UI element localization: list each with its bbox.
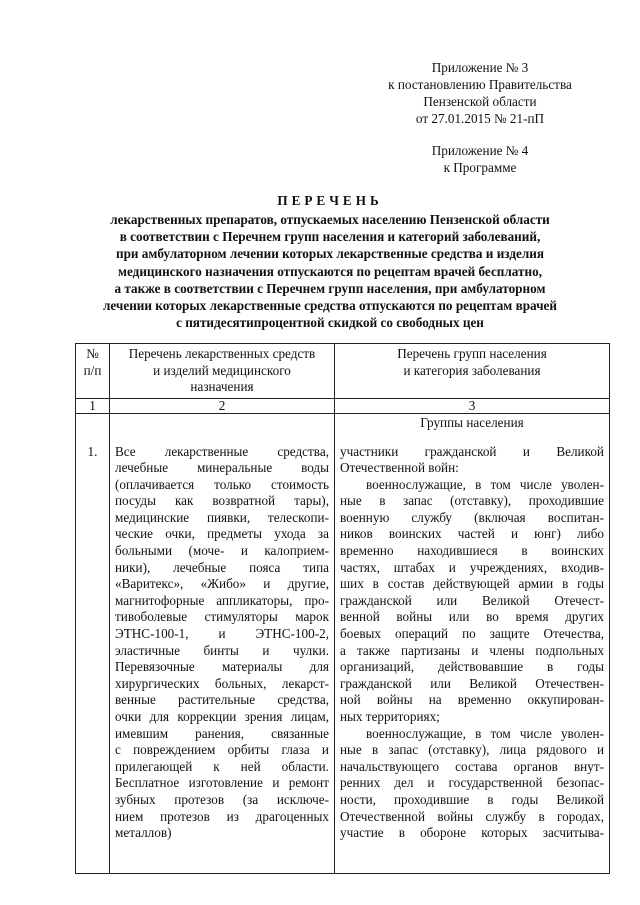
header-text: №: [86, 346, 99, 361]
groups-line: военную службу (включая воспитан-: [340, 509, 604, 525]
drugs-line: ческие очки, предметы ухода за: [115, 526, 329, 542]
document-subtitle: [40, 211, 620, 331]
appendix-4-line: Приложение № 4: [431, 143, 529, 158]
subtitle-line: а также в соответствии с Перечнем групп населения, при амбулаторном: [114, 280, 546, 296]
drugs-line: зубных протезов (за исключе-: [115, 791, 329, 807]
drugs-line: «Варитекс», «Жибо» и другие,: [115, 576, 329, 592]
groups-line: ших в состав действующей армии в годы: [340, 576, 604, 592]
groups-line: ной войны на временно оккупирован-: [340, 692, 604, 708]
groups-line: ные в запас (отставку), лица рядового и: [340, 742, 604, 758]
header-text: п/п: [83, 362, 102, 378]
groups-text: [340, 444, 604, 842]
header-text: Перечень групп населения: [397, 346, 547, 361]
drug-list-table: [75, 343, 610, 874]
subtitle-line: в соответствии с Перечнем групп населения и категорий заболеваний,: [119, 229, 541, 245]
column-number: 3: [335, 398, 610, 413]
groups-line: венной войны или во время других: [340, 609, 604, 625]
groups-line: ности, проходившие в годы Великой: [340, 791, 604, 807]
drugs-line: металлов): [115, 825, 172, 841]
row-number: 1.: [87, 443, 98, 459]
groups-line: гражданской или Великой Отечествен-: [340, 675, 604, 691]
groups-line: частях, штабах и учреждениях, входив-: [340, 559, 604, 575]
groups-cell: [335, 413, 610, 873]
appendix-3-line: от 27.01.2015 № 21-пП: [415, 111, 545, 126]
groups-line: ных территориях;: [340, 709, 440, 724]
drugs-line: магнитофорные аппликаторы, про-: [115, 592, 329, 608]
groups-line: временно находившиеся в воинских: [340, 543, 604, 559]
drugs-line: ЭТНС-100-1, и ЭТНС-100-2,: [115, 626, 329, 642]
appendix-3-block: [330, 59, 630, 127]
header-text: и изделий медицинского: [153, 362, 291, 378]
groups-line: военнослужащие, в том числе уволен-: [366, 725, 604, 741]
drugs-line: Перевязочные материалы для: [115, 659, 329, 675]
appendix-3-line: Приложение № 3: [431, 60, 529, 75]
groups-line: организаций, действовавшие в годы: [340, 659, 604, 675]
column-number-row: [76, 398, 610, 413]
header-number: [76, 344, 110, 399]
drugs-line: очки для коррекции зрения лицам,: [115, 709, 329, 724]
groups-line: гражданской или Великой Отечест-: [340, 592, 604, 608]
header-text: назначения: [190, 379, 254, 394]
drugs-line: Бесплатное изготовление и ремонт: [115, 775, 329, 791]
appendix-3-line: к постановлению Правительства: [388, 77, 572, 92]
drugs-line: прилегающей к ней области.: [115, 758, 329, 774]
drugs-line: хирургических больных, лекарст-: [115, 675, 329, 691]
drugs-line: с повреждением орбиты глаза и: [115, 742, 329, 758]
header-text: и категория заболевания: [403, 362, 541, 378]
subtitle-line: лечении которых лекарственные средства отпускаются по рецептам врачей: [103, 298, 557, 314]
groups-line: ников воинских частей и юнг) либо: [340, 526, 604, 542]
subtitle-line: с пятидесятипроцентной скидкой со свободных цен: [176, 315, 484, 331]
drugs-line: Все лекарственные средства,: [115, 443, 329, 459]
table-header-row: [76, 344, 610, 399]
groups-line: Отечественной войн:: [340, 460, 459, 476]
column-number: 2: [110, 398, 335, 413]
column-number: 1: [76, 398, 110, 413]
groups-line: ренних дел и государственной безопас-: [340, 775, 604, 791]
appendix-4-block: [330, 142, 630, 176]
drugs-line: медицинские пиявки, телескопи-: [115, 509, 329, 525]
drugs-line: тивоболевые стимуляторы марок: [115, 609, 329, 625]
groups-line: а также партизаны и члены подпольных: [340, 642, 604, 658]
groups-line: участие в обороне которых засчитыва-: [340, 825, 604, 841]
header-text: Перечень лекарственных средств: [128, 346, 316, 361]
groups-line: участники гражданской и Великой: [340, 443, 604, 459]
drugs-line: венные растительные средства,: [115, 692, 329, 708]
subtitle-line: при амбулаторном лечении которых лекарственные средства и изделия: [115, 246, 545, 262]
drugs-line: посуды как возвратной тары),: [115, 493, 329, 509]
table-row: [76, 413, 610, 873]
document-title: ПЕРЕЧЕНЬ: [277, 193, 383, 208]
drugs-line: лечебные минеральные воды: [115, 460, 329, 476]
groups-line: боевых операций по защите Отечества,: [340, 626, 604, 642]
groups-line: военнослужащие, в том числе уволен-: [366, 476, 604, 492]
drugs-line: нием протезов из драгоценных: [115, 808, 329, 824]
drugs-line: ники), лечебные пояса типа: [115, 559, 329, 575]
subtitle-line: лекарственных препаратов, отпускаемых населению Пензенской области: [110, 212, 550, 227]
groups-line: начальствующего состава органов внут-: [340, 758, 604, 774]
appendix-4-line: к Программе: [443, 160, 517, 175]
drugs-line: имевшим ранения, связанные: [115, 725, 329, 741]
header-drugs: [110, 344, 335, 399]
row-number-cell: [76, 413, 110, 873]
groups-line: Отечественной войны службу в городах,: [340, 808, 604, 824]
drugs-text: [115, 444, 329, 842]
header-groups: [335, 344, 610, 399]
section-header: Группы населения: [420, 414, 524, 430]
drugs-line: (оплачивается только стоимость: [115, 476, 329, 492]
subtitle-line: медицинского назначения отпускаются по рецептам врачей бесплатно,: [117, 263, 543, 279]
drugs-cell: [110, 413, 335, 873]
groups-line: ные в запас (отставку), проходившие: [340, 493, 604, 509]
drugs-line: больными (моче- и калоприем-: [115, 543, 329, 559]
drugs-line: эластичные бинты и чулки.: [115, 642, 329, 658]
appendix-3-line: Пензенской области: [423, 94, 537, 109]
